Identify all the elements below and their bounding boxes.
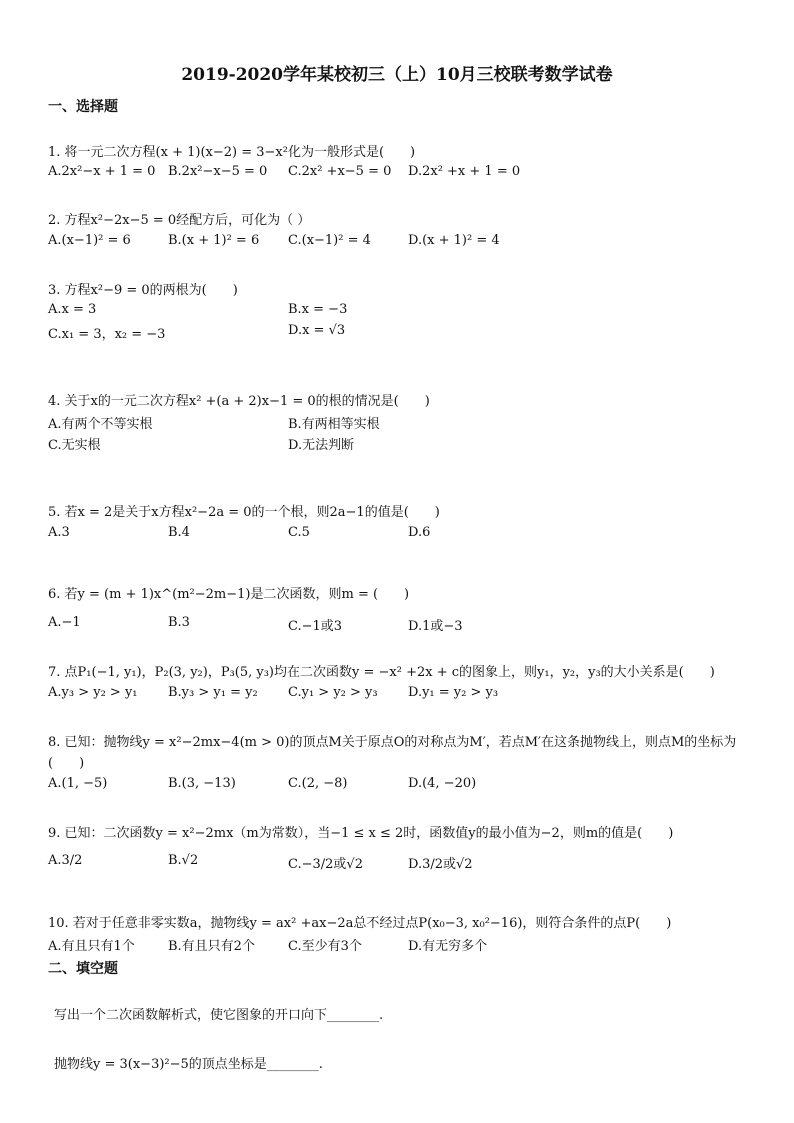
- option-a: A.3: [48, 525, 70, 540]
- option-a: A.(x−1)² = 6: [48, 233, 131, 248]
- question-8-stem-continued: ( ): [48, 756, 85, 771]
- question-10-stem: 10. 若对于任意非零实数a，抛物线y = ax² +ax−2a总不经过点P(x₀−3, x₀²−16)，则符合条件的点P( ): [48, 916, 672, 931]
- option-a: A.y₃ > y₂ > y₁: [48, 685, 138, 700]
- question-2-stem: 2. 方程x²−2x−5 = 0经配方后，可化为（ ）: [48, 213, 311, 228]
- option-c: C.无实根: [48, 438, 101, 453]
- fill-question-2: 抛物线y = 3(x−3)²−5的顶点坐标是________.: [54, 1057, 323, 1072]
- option-c: C.−3/2或√2: [288, 857, 363, 872]
- option-d: D.2x² +x + 1 = 0: [408, 164, 521, 179]
- option-b: B.3: [168, 615, 190, 630]
- question-6-options: [48, 615, 748, 633]
- option-a: A.2x²−x + 1 = 0: [48, 164, 156, 179]
- option-c: C.5: [288, 525, 310, 540]
- question-4-stem: 4. 关于x的一元二次方程x² +(a + 2)x−1 = 0的根的情况是( ): [48, 394, 430, 409]
- option-c: C.(x−1)² = 4: [288, 233, 371, 248]
- option-a: A.x = 3: [48, 302, 97, 317]
- option-b: B.√2: [168, 853, 199, 868]
- section-fill-heading: 二、填空题: [48, 961, 118, 977]
- option-d: D.无法判断: [288, 438, 355, 453]
- question-3-options-row1: [48, 302, 748, 320]
- option-a: A.有且只有1个: [48, 939, 135, 954]
- option-d: D.1或−3: [408, 619, 463, 634]
- exam-title: 2019-2020学年某校初三（上）10月三校联考数学试卷: [181, 65, 613, 85]
- question-1-options: [48, 164, 748, 182]
- question-9-stem: 9. 已知：二次函数y = x²−2mx（m为常数），当−1 ≤ x ≤ 2时，函数值y的最小值为−2，则m的值是( ): [48, 826, 674, 841]
- option-c: C.(2, −8): [288, 776, 348, 791]
- option-a: A.3/2: [48, 853, 83, 868]
- question-8-stem: 8. 已知：抛物线y = x²−2mx−4(m > 0)的顶点M关于原点O的对称点为M′，若点M′在这条抛物线上，则点M的坐标为: [48, 735, 737, 750]
- question-7-stem: 7. 点P₁(−1, y₁)，P₂(3, y₂)，P₃(5, y₃)均在二次函数y = −x² +2x + c的图象上，则y₁，y₂，y₃的大小关系是( ): [48, 665, 715, 680]
- option-d: D.3/2或√2: [408, 857, 473, 872]
- question-1-stem: 1. 将一元二次方程(x + 1)(x−2) = 3−x²化为一般形式是( ): [48, 145, 416, 160]
- question-3-options-row2: [48, 323, 748, 341]
- question-4-options-row2: [48, 434, 748, 452]
- question-7-options: [48, 685, 748, 703]
- option-a: A.−1: [48, 615, 81, 630]
- option-c: C.2x² +x−5 = 0: [288, 164, 392, 179]
- option-a: A.(1, −5): [48, 776, 108, 791]
- question-8-options: [48, 776, 748, 794]
- option-b: B.有且只有2个: [168, 939, 255, 954]
- question-3-stem: 3. 方程x²−9 = 0的两根为( ): [48, 283, 238, 298]
- fill-question-1: 写出一个二次函数解析式，使它图象的开口向下________.: [54, 1008, 384, 1023]
- option-d: D.y₁ = y₂ > y₃: [408, 685, 499, 700]
- option-b: B.y₃ > y₁ = y₂: [168, 685, 258, 700]
- option-b: B.x = −3: [288, 302, 348, 317]
- option-a: A.有两个不等实根: [48, 417, 153, 432]
- option-b: B.4: [168, 525, 190, 540]
- option-b: B.(3, −13): [168, 776, 236, 791]
- option-c: C.y₁ > y₂ > y₃: [288, 685, 378, 700]
- question-2-options: [48, 233, 748, 251]
- option-d: D.有无穷多个: [408, 939, 488, 954]
- option-c: C.x₁ = 3，x₂ = −3: [48, 327, 166, 342]
- option-d: D.6: [408, 525, 431, 540]
- option-d: D.(4, −20): [408, 776, 477, 791]
- question-5-options: [48, 525, 748, 543]
- option-b: B.(x + 1)² = 6: [168, 233, 260, 248]
- option-d: D.(x + 1)² = 4: [408, 233, 500, 248]
- option-b: B.有两相等实根: [288, 417, 380, 432]
- question-10-options: [48, 935, 748, 953]
- option-b: B.2x²−x−5 = 0: [168, 164, 268, 179]
- option-c: C.至少有3个: [288, 939, 362, 954]
- question-9-options: [48, 853, 748, 871]
- question-6-stem: 6. 若y = (m + 1)x^(m²−2m−1)是二次函数，则m = ( ): [48, 587, 410, 602]
- question-4-options-row1: [48, 413, 748, 431]
- section-choice-heading: 一、选择题: [48, 99, 118, 115]
- question-5-stem: 5. 若x = 2是关于x方程x²−2a = 0的一个根，则2a−1的值是( ): [48, 505, 440, 520]
- option-c: C.−1或3: [288, 619, 343, 634]
- option-d: D.x = √3: [288, 323, 346, 338]
